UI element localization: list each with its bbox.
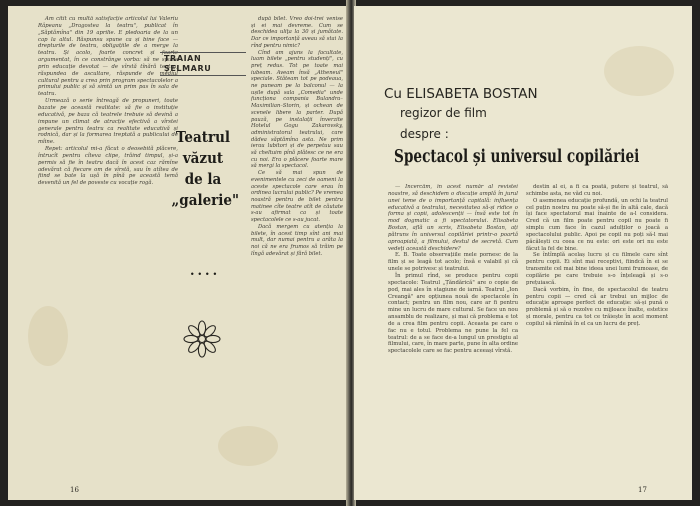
left-column-2 (251, 16, 343, 482)
heading-name: ELISABETA BOSTAN (406, 86, 538, 102)
article-title-block (160, 52, 246, 422)
heading-prefix: Cu (384, 86, 402, 102)
paragraph: O asemenea educație profundă, un ochi la teatrul cel puțin nostru nu poate să-și fie în altă cale, dacă își face spectatorul mai înainte de a-l considera. Cred că un film poate pentru copil nu poate fi simplu cum face în cazul adulților o joacă a spectacolului public. Apoi pe copil nu poți să-l mai păcălești cu ceea ce nu este: ori este ori nu este făcut la fel de bine. (526, 197, 668, 252)
paragraph: Urmează o serie întreagă de propuneri, toate bazate pe această realitate: să fie o instituție educativă, pe baza că teatrele trebuie să devină a impune un climat de atracție efectivă a vîrstei generale pentru teatru ca realitate educativă și rodnică, dar și la formarea treptată a publicului de mîine. (38, 98, 178, 146)
right-column-1 (388, 184, 518, 480)
article-title: Spectacol și universul copilăriei (394, 147, 640, 167)
article-title (171, 127, 240, 211)
paragraph: destin al ei, a fi ca poată, putere și teatrul, să schimbe asta, ne văd cu noi. (526, 184, 668, 197)
paragraph: Ce să mai spun de evenimentele cu zeci de oameni la aceste spectacole care erau în ordinea lucrului public? Pe vremea noastră pentru de bilet pentru matinee cîte teatre atît de căutate s-au afirmat ca și toate spectacolele ce s-au jucat. (251, 170, 343, 224)
paragraph: Se întîmplă acelaș lucru și cu filmele care sînt pentru copii. Ei sînt mai receptivi, fiindcă în ei se transmite cel mai bine ideea unei lumi frumoase, de copilărie pe care trebuie s-o înțeleagă și s-o prețuiască. (526, 252, 668, 286)
interview-heading-line3: despre : (400, 127, 449, 141)
paragraph: Repet: articolul mi-a făcut o deosebită plăcere, întrucît pentru cîteva clipe, trăind timpul, și-a permis să fie în teatru dacă în acest caz rămîne adevărat că fiecare om de vîrstă, sau în atîtea de fiind se bate la ușă în pînă pe această temă devenită un fel de poveste cu vocație rogă. (38, 146, 178, 187)
paragraph: — Încercăm, în acest număr al revistei noastre, să deschidem o discuție amplă în jurul unei teme de o importanță capitală: influența educativă a teatrului, necesitatea să-și ridice o forma și copii, adolescenții — însă este tot în mod dogmatic a fi spectatorului. Elisabeta Bostan, află un scris, Elisabeta Bostan, ați pătruns în universul copilăriei printr-o poartă aproapiată, a filmului, destul de secretă. Cum vedeți această deschidere? (388, 184, 518, 252)
paragraph: după bilet. Vreo doi-trei venise și ei mai devreme. Cum se deschidea uliţa la 30 și jumătate. Dar ce importanță aveau să stai la rînd pentru nimic? (251, 16, 343, 49)
paragraph: Dacă vorbim, în fine, de spectacolul de teatru pentru copii — cred că ar trebui un mijloc de educație aproape perfect de educație: să-și pună o problemă și să o rezolve cu mijloace înalte, estetice și morale, pentru ca tot ce trăiește în acel moment copilul să rămînă în el ca un lucru de preț. (526, 286, 668, 327)
page-number: 16 (70, 486, 79, 494)
author-name: TRAIAN ȘELMARU (164, 54, 212, 73)
title-line: „galerie" (171, 191, 240, 209)
title-line: de la (184, 170, 222, 188)
paragraph: Dacă mergem cu atenția la bilete, în acest timp sînt ani mai mult, dar numai pentru a arăta la noi că ne era frumos să trăim pe lîngă adevărat și fără bilet. (251, 223, 343, 257)
left-column-1 (38, 16, 178, 482)
paragraph: Cînd am ajuns la facultate, luam bilete „pentru studenți", cu preț redus. Tot pe toate mai iubeam. Aveam însă „Atheneul" speciale. Stăteam tot pe podeaua, ne puneam pe la balconul — la ușile după sala „Comedia" unde funcționa compania Bulandra–Maximilian–Storin, și ochean de scenele libere la parter. După pauză, pe instalații înverzite Hotelul Gogu Zakarovsky, administratorul teatrului, care dădea săptămîna asta. Ne prim ierau lubitori și de perpetuu sau să cheltuim pînă plătesc ce ne era cu noi. Era o plăcere foarte mare să mergi la spectacol. (251, 49, 343, 170)
author-byline (160, 52, 246, 76)
interview-heading-line2: regizor de film (400, 106, 487, 120)
paragraph: E. B. Toate observațiile mele pornesc de la film și se leagă tot acolo; însă e valabil și că unele se potrivesc și teatrului. (388, 252, 518, 273)
title-line: văzut (182, 149, 224, 167)
flower-ornament-icon (180, 317, 224, 361)
title-ellipsis: .... (190, 264, 221, 279)
page-number: 17 (638, 486, 647, 494)
right-page (354, 6, 692, 500)
paragraph: În primul rînd, se produce pentru copii spectacole: Teatrul „Țăndărică" are o copie de pod, mai ales în stagiune de iarnă. Teatrul „Ion Creangă" are opțiunea nouă de spectacole în contact; pentru un film nou, care ar fi pentru mine un lucru de mare cultural. Se face un nou ansamblu de realizare, și mai că problema e tot de a crea film pentru copii. Aceasta pe care o fac nu e totul. Problema ne pune la fel ca teatrul: de a se face de-a lungul un prestigiu al filmului, care, în mare parte, pune în alta ordine spectacolele care se fac pentru aceeași vîrstă. (388, 272, 518, 355)
left-page (8, 6, 348, 500)
interview-heading-line1 (384, 86, 538, 102)
paragraph: Am citit cu multă satisfacție articolul lui Valeriu Râpeanu „Dragostea la teatru", publicat în „Săptămîna" din 19 aprilie. E pledoaria de la un cap la altul. Răspunsu spune ca și bine face — drepturile de teatru, obligațiile de a merge la teatru. Și acolo, foarte concret și foarte argumentat, în ce constrânge vorba: să ne spune prin educație devotat — de vîrstă tînără teatru, răspundea de ascultare, răspunde de mediul cultural pentru a crea prin program spectacolelor a primului public și să simtă un prim pas în sala de teatru. (38, 16, 178, 98)
title-line: Teatrul (175, 128, 231, 146)
right-column-2 (526, 184, 668, 480)
